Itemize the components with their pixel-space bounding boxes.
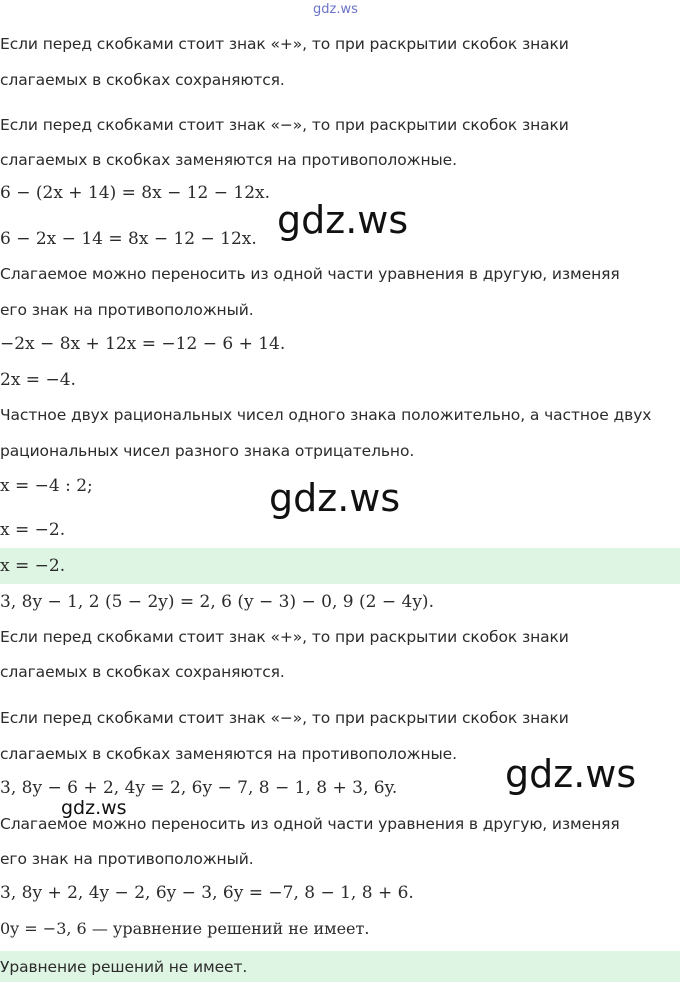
equation-10: 0y = −3, 6 — уравнение решений не имеет.	[0, 919, 370, 938]
rule-text-11: Если перед скобками стоит знак «−», то при раскрытии скобок знаки	[0, 709, 569, 727]
rule-text-13: Слагаемое можно переносить из одной части уравнения в другую, изменяя	[0, 815, 620, 833]
answer-highlight-1	[0, 548, 680, 584]
equation-5: x = −4 : 2;	[0, 476, 93, 496]
rule-text-4: слагаемых в скобках заменяются на противоположные.	[0, 151, 457, 169]
equation-2: 6 − 2x − 14 = 8x − 12 − 12x.	[0, 229, 257, 249]
rule-text-3: Если перед скобками стоит знак «−», то при раскрытии скобок знаки	[0, 116, 569, 134]
equation-4: 2x = −4.	[0, 370, 76, 390]
rule-text-2: слагаемых в скобках сохраняются.	[0, 71, 285, 89]
answer-1: x = −2.	[0, 556, 66, 576]
equation-1: 6 − (2x + 14) = 8x − 12 − 12x.	[0, 183, 271, 203]
rule-text-1: Если перед скобками стоит знак «+», то при раскрытии скобок знаки	[0, 35, 569, 53]
rule-text-5: Слагаемое можно переносить из одной части уравнения в другую, изменяя	[0, 265, 620, 283]
equation-9: 3, 8y + 2, 4y − 2, 6y − 3, 6y = −7, 8 − 1, 8 + 6.	[0, 883, 414, 903]
watermark-lower-small: gdz.ws	[61, 797, 127, 819]
rule-text-7: Частное двух рациональных чисел одного знака положительно, а частное двух	[0, 406, 652, 424]
rule-text-9: Если перед скобками стоит знак «+», то при раскрытии скобок знаки	[0, 628, 569, 646]
watermark-mid-1: gdz.ws	[277, 198, 409, 242]
watermark-top: gdz.ws	[313, 2, 358, 17]
rule-text-8: рациональных чисел разного знака отрицательно.	[0, 442, 415, 460]
rule-text-12: слагаемых в скобках заменяются на противоположные.	[0, 745, 457, 763]
equation-8: 3, 8y − 6 + 2, 4y = 2, 6y − 7, 8 − 1, 8 + 3, 6y.	[0, 778, 398, 798]
watermark-lower-big: gdz.ws	[505, 752, 637, 796]
equation-3: −2x − 8x + 12x = −12 − 6 + 14.	[0, 334, 286, 354]
rule-text-14: его знак на противоположный.	[0, 850, 254, 868]
rule-text-10: слагаемых в скобках сохраняются.	[0, 663, 285, 681]
watermark-mid-2: gdz.ws	[269, 476, 401, 520]
answer-2: Уравнение решений не имеет.	[0, 958, 248, 976]
rule-text-6: его знак на противоположный.	[0, 301, 254, 319]
equation-7: 3, 8y − 1, 2 (5 − 2y) = 2, 6 (y − 3) − 0, 9 (2 − 4y).	[0, 592, 434, 612]
equation-6: x = −2.	[0, 520, 66, 540]
